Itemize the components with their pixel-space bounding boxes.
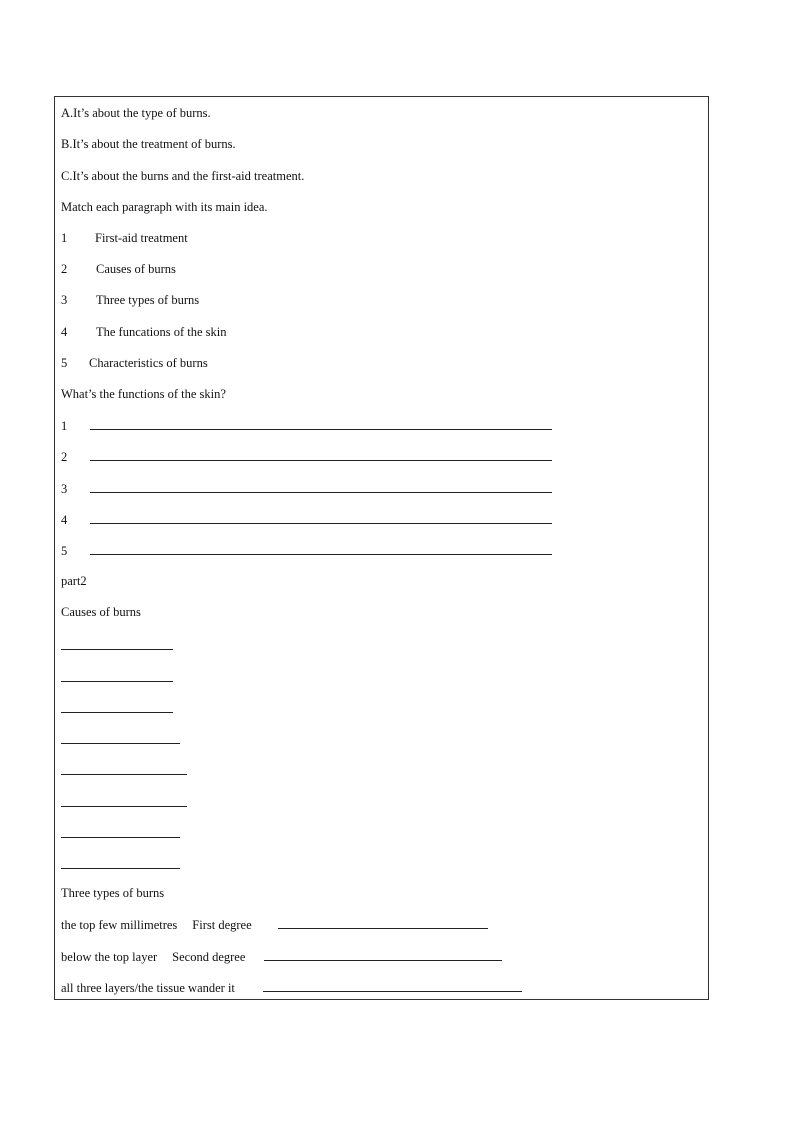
match-item-text: Characteristics of burns [89,356,208,370]
match-item [61,324,227,340]
option-a: A.It’s about the type of burns. [61,106,211,120]
answer-blank[interactable] [90,480,552,493]
cause-blank[interactable] [61,681,173,682]
cause-blank[interactable] [61,712,173,713]
cause-blank[interactable] [61,806,187,807]
burn-type-row [61,979,522,996]
function-answer-row [61,511,552,528]
answer-blank[interactable] [90,417,552,430]
answer-blank[interactable] [90,542,552,555]
worksheet-frame [54,96,709,1000]
answer-blank[interactable] [90,511,552,524]
function-number: 1 [61,419,68,433]
causes-heading: Causes of burns [61,605,141,619]
function-number: 2 [61,450,68,464]
burn-type-row [61,916,488,933]
functions-question: What’s the functions of the skin? [61,387,226,401]
match-instruction: Match each paragraph with its main idea. [61,200,268,214]
match-item-text: Three types of burns [96,293,200,307]
match-item-number: 3 [61,293,68,307]
cause-blank[interactable] [61,868,180,869]
match-item-number: 5 [61,356,68,370]
cause-blank[interactable] [61,774,187,775]
match-item [61,261,176,277]
burn-layer: all three layers/the tissue wander it [61,981,235,995]
match-item [61,355,208,371]
part2-label: part2 [61,574,87,588]
function-number: 4 [61,513,68,527]
option-c: C.It’s about the burns and the first-aid treatment. [61,169,305,183]
burn-degree: First degree [192,918,252,932]
cause-blank[interactable] [61,743,180,744]
types-heading: Three types of burns [61,886,165,900]
answer-blank[interactable] [264,948,502,961]
match-item-text: Causes of burns [96,262,176,276]
match-item-text: First-aid treatment [95,231,188,245]
burn-degree: Second degree [172,950,246,964]
match-item-number: 4 [61,325,68,339]
burn-layer: the top few millimetres [61,918,178,932]
match-item-number: 2 [61,262,68,276]
match-item [61,292,199,308]
function-number: 5 [61,544,68,558]
function-answer-row [61,542,552,559]
answer-blank[interactable] [278,916,488,929]
cause-blank[interactable] [61,649,173,650]
answer-blank[interactable] [263,979,522,992]
match-item [61,230,188,246]
function-answer-row [61,417,552,434]
burn-layer: below the top layer [61,950,158,964]
answer-blank[interactable] [90,448,552,461]
option-b: B.It’s about the treatment of burns. [61,137,236,151]
burn-type-row [61,948,502,965]
match-item-number: 1 [61,231,68,245]
function-answer-row [61,448,552,465]
function-answer-row [61,480,552,497]
match-item-text: The funcations of the skin [96,325,227,339]
function-number: 3 [61,482,68,496]
cause-blank[interactable] [61,837,180,838]
